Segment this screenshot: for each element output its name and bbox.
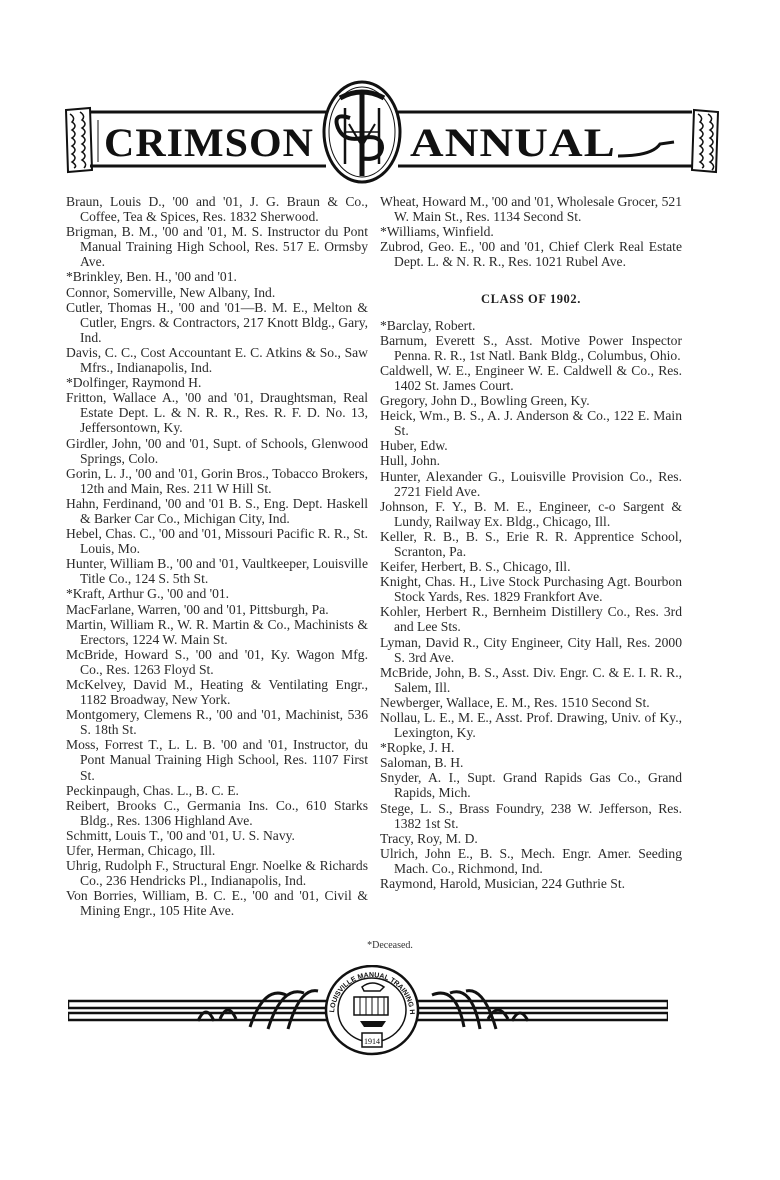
header-banner [62,72,724,190]
alumni-entry: Hunter, William B., '00 and '01, Vaultkeeper, Louisville Title Co., 124 S. 5th St. [66,556,368,587]
left-scroll-icon [66,108,92,172]
footer-rod-ornament [68,965,668,1060]
alumni-entry: Hebel, Chas. C., '00 and '01, Missouri Pacific R. R., St. Louis, Mo. [66,526,368,557]
alumni-entry-deceased: *Dolfinger, Raymond H. [66,375,202,391]
alumni-entry: Tracy, Roy, M. D. [380,830,478,846]
footer-ornament [68,965,668,1060]
crimson-annual-header [62,72,724,190]
alumni-entry: McBride, John, B. S., Asst. Div. Engr. C. & E. I. R. R., Salem, Ill. [380,664,682,695]
alumni-entry: Barnum, Everett S., Asst. Motive Power Inspector Penna. R. R., 1st Natl. Bank Bldg., Columbus, Ohio. [380,332,682,363]
alumni-entry: Caldwell, W. E., Engineer W. E. Caldwell & Co., Res. 1402 St. James Court. [380,362,682,393]
alumni-entry: Connor, Somerville, New Albany, Ind. [66,284,276,300]
alumni-entry: Cutler, Thomas H., '00 and '01—B. M. E., Melton & Cutler, Engrs. & Contractors, 217 Knott Bldg., Gary, Ind. [66,299,368,345]
alumni-entry: Newberger, Wallace, E. M., Res. 1510 Second St. [380,694,650,710]
alumni-entry-deceased: *Brinkley, Ben. H., '00 and '01. [66,269,237,285]
alumni-entry-deceased: *Ropke, J. H. [380,740,455,756]
class-of-1902-heading: CLASS OF 1902. [481,292,581,307]
alumni-entry: Zubrod, Geo. E., '00 and '01, Chief Clerk Real Estate Dept. L. & N. R. R., Res. 1021 Rubel Ave. [380,239,682,270]
alumni-entry-deceased: *Williams, Winfield. [380,224,494,240]
alumni-entry: Hunter, Alexander G., Louisville Provision Co., Res. 2721 Field Ave. [380,468,682,499]
alumni-entry: Hahn, Ferdinand, '00 and '01 B. S., Eng. Dept. Haskell & Barker Car Co., Michigan City, Ind. [66,495,368,526]
alumni-entry: MacFarlane, Warren, '00 and '01, Pittsburgh, Pa. [66,601,329,617]
right-column [380,194,682,891]
alumni-entry: Schmitt, Louis T., '00 and '01, U. S. Navy. [66,827,295,843]
right-column-continued-entries [380,194,682,269]
alumni-entry-deceased: *Barclay, Robert. [380,317,476,333]
title-right-word: ANNUAL [410,120,616,165]
alumni-entry-deceased: *Kraft, Arthur G., '00 and '01. [66,586,230,602]
alumni-entry: Ufer, Herman, Chicago, Ill. [66,843,216,859]
alumni-entry: McBride, Howard S., '00 and '01, Ky. Wagon Mfg. Co., Res. 1263 Floyd St. [66,646,368,677]
alumni-entry: Gregory, John D., Bowling Green, Ky. [380,393,590,409]
alumni-entry: Johnson, F. Y., B. M. E., Engineer, c-o Sargent & Lundy, Railway Ex. Bldg., Chicago, Ill. [380,498,682,529]
alumni-entry: Snyder, A. I., Supt. Grand Rapids Gas Co., Grand Rapids, Mich. [380,770,682,801]
deceased-footnote: *Deceased. [367,940,413,951]
alumni-entry: Von Borries, William, B. C. E., '00 and '01, Civil & Mining Engr., 105 Hite Ave. [66,888,368,919]
school-seal-icon [68,965,418,1054]
alumni-entry: McKelvey, David M., Heating & Ventilating Engr., 1182 Broadway, New York. [66,677,368,708]
alumni-entry: Wheat, Howard M., '00 and '01, Wholesale Grocer, 521 W. Main St., Res. 1134 Second St. [380,194,682,225]
alumni-entry: Moss, Forrest T., L. L. B. '00 and '01, Instructor, du Pont Manual Training High School, Res. 1107 First St. [66,737,368,783]
alumni-entry: Knight, Chas. H., Live Stock Purchasing Agt. Bourbon Stock Yards, Res. 1829 Frankfort Ave. [380,574,682,605]
alumni-entry: Peckinpaugh, Chas. L., B. C. E. [66,782,239,798]
left-column [66,194,368,919]
alumni-entry: Kohler, Herbert R., Bernheim Distillery Co., Res. 3rd and Lee Sts. [380,604,682,635]
monogram-emblem-icon [324,82,400,182]
alumni-entry: Braun, Louis D., '00 and '01, J. G. Braun & Co., Coffee, Tea & Spices, Res. 1832 Sherwood. [66,194,368,225]
alumni-entry: Davis, C. C., Cost Accountant E. C. Atkins & So., Saw Mfrs., Indianapolis, Ind. [66,344,368,376]
alumni-entry: Montgomery, Clemens R., '00 and '01, Machinist, 536 S. 18th St. [66,707,368,738]
right-scroll-icon [692,110,718,172]
alumni-entry: Stege, L. S., Brass Foundry, 238 W. Jefferson, Res. 1382 1st St. [380,800,682,831]
alumni-entry: Ulrich, John E., B. S., Mech. Engr. Amer. Seeding Mach. Co., Richmond, Ind. [380,845,682,876]
alumni-entry: Keifer, Herbert, B. S., Chicago, Ill. [380,559,571,575]
alumni-entry: Hull, John. [380,453,441,469]
class-of-1902-entries [380,318,682,892]
alumni-entry: Brigman, B. M., '00 and '01, M. S. Instructor du Pont Manual Training High School, Res. 517 E. Ormsby Ave. [66,224,368,270]
alumni-entry: Girdler, John, '00 and '01, Supt. of Schools, Glenwood Springs, Colo. [66,435,368,466]
alumni-entry: Fritton, Wallace A., '00 and '01, Draughtsman, Real Estate Dept. L. & N. R. R., Res. R. F. D. No. 13, Jeffersontown, Ky. [66,390,368,436]
seal-year: 1914 [364,1037,380,1046]
alumni-entry: Saloman, B. H. [380,755,464,771]
alumni-entry: Raymond, Harold, Musician, 224 Guthrie St. [380,876,626,892]
alumni-entry: Huber, Edw. [380,438,448,454]
seal-ring-text: LOUISVILLE MANUAL TRAINING H [329,971,416,1015]
alumni-entry: Nollau, L. E., M. E., Asst. Prof. Drawing, Univ. of Ky., Lexington, Ky. [380,710,682,741]
alumni-entry: Heick, Wm., B. S., A. J. Anderson & Co., 122 E. Main St. [380,408,682,439]
alumni-entry: Martin, William R., W. R. Martin & Co., Machinists & Erectors, 1224 W. Main St. [66,616,368,647]
alumni-entry: Gorin, L. J., '00 and '01, Gorin Bros., Tobacco Brokers, 12th and Main, Res. 211 W Hill St. [66,465,368,496]
alumni-entry: Keller, R. B., B. S., Erie R. R. Apprentice School, Scranton, Pa. [380,528,682,559]
alumni-entry: Lyman, David R., City Engineer, City Hall, Res. 2000 S. 3rd Ave. [380,634,682,665]
alumni-entry: Uhrig, Rudolph F., Structural Engr. Noelke & Richards Co., 236 Hendricks Pl., Indianapolis, Ind. [66,858,368,889]
alumni-entry: Reibert, Brooks C., Germania Ins. Co., 610 Starks Bldg., Res. 1306 Highland Ave. [66,797,368,828]
title-left-word: CRIMSON [104,120,314,165]
